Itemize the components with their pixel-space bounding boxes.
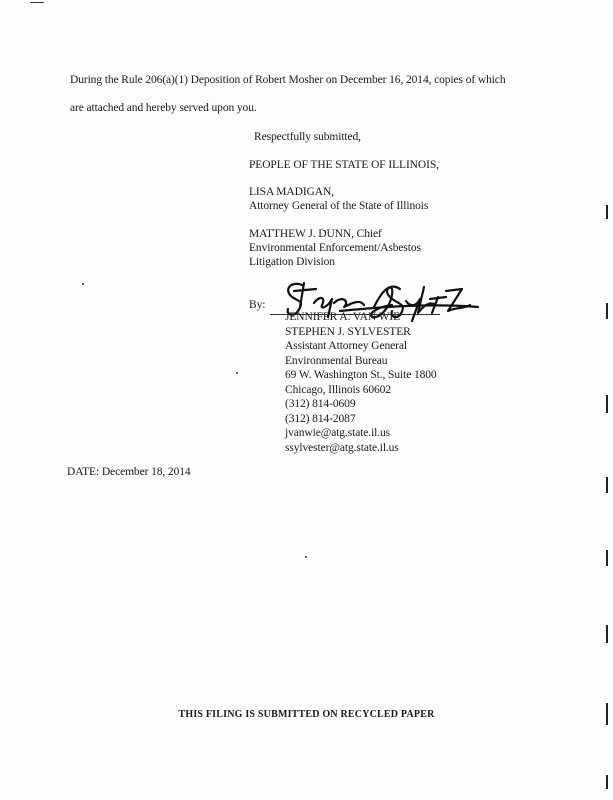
scan-edge-mark	[606, 205, 608, 219]
filing-date: DATE: December 18, 2014	[67, 466, 191, 478]
scan-edge-mark	[606, 775, 608, 789]
intro-line-1: During the Rule 206(a)(1) Deposition of Robert Mosher on December 16, 2014, copies of which	[70, 74, 506, 86]
signer-street: 69 W. Washington St., Suite 1800	[285, 369, 437, 381]
chief-division-line-1: Environmental Enforcement/Asbestos	[249, 242, 421, 254]
scan-edge-mark	[606, 625, 608, 643]
signer-name-1: JENNIFER A. VAN WIE	[285, 311, 401, 323]
scan-edge-mark	[606, 703, 608, 725]
scan-speck	[82, 283, 84, 285]
attorney-general-name: LISA MADIGAN,	[249, 186, 334, 198]
signer-email-2: ssylvester@atg.state.il.us	[285, 441, 399, 454]
scan-speck	[305, 556, 307, 558]
intro-line-2: are attached and hereby served upon you.	[70, 102, 257, 114]
signer-email-1: jvanwie@atg.state.il.us	[285, 427, 391, 439]
party-name: PEOPLE OF THE STATE OF ILLINOIS,	[249, 159, 439, 171]
signer-phone-2: (312) 814-2087	[285, 412, 356, 425]
by-label: By:	[249, 299, 266, 311]
scan-edge-mark	[606, 303, 608, 319]
signer-bureau: Environmental Bureau	[285, 354, 388, 367]
closing-text: Respectfully submitted,	[254, 131, 361, 143]
scan-edge-mark	[606, 477, 608, 493]
chief-division-line-2: Litigation Division	[249, 256, 335, 268]
signer-phone-1: (312) 814-0609	[285, 398, 356, 410]
scan-speck	[30, 2, 44, 3]
scan-speck	[236, 372, 238, 374]
signer-block	[285, 310, 437, 455]
signer-city: Chicago, Illinois 60602	[285, 383, 391, 396]
recycled-paper-footer: THIS FILING IS SUBMITTED ON RECYCLED PAPER	[178, 709, 435, 720]
scan-edge-mark	[606, 395, 608, 413]
scan-edge-mark	[606, 550, 608, 566]
signer-title: Assistant Attorney General	[285, 340, 407, 352]
attorney-general-title: Attorney General of the State of Illinois	[249, 200, 429, 212]
signer-name-2: STEPHEN J. SYLVESTER	[285, 325, 411, 338]
chief-name: MATTHEW J. DUNN, Chief	[249, 228, 382, 240]
